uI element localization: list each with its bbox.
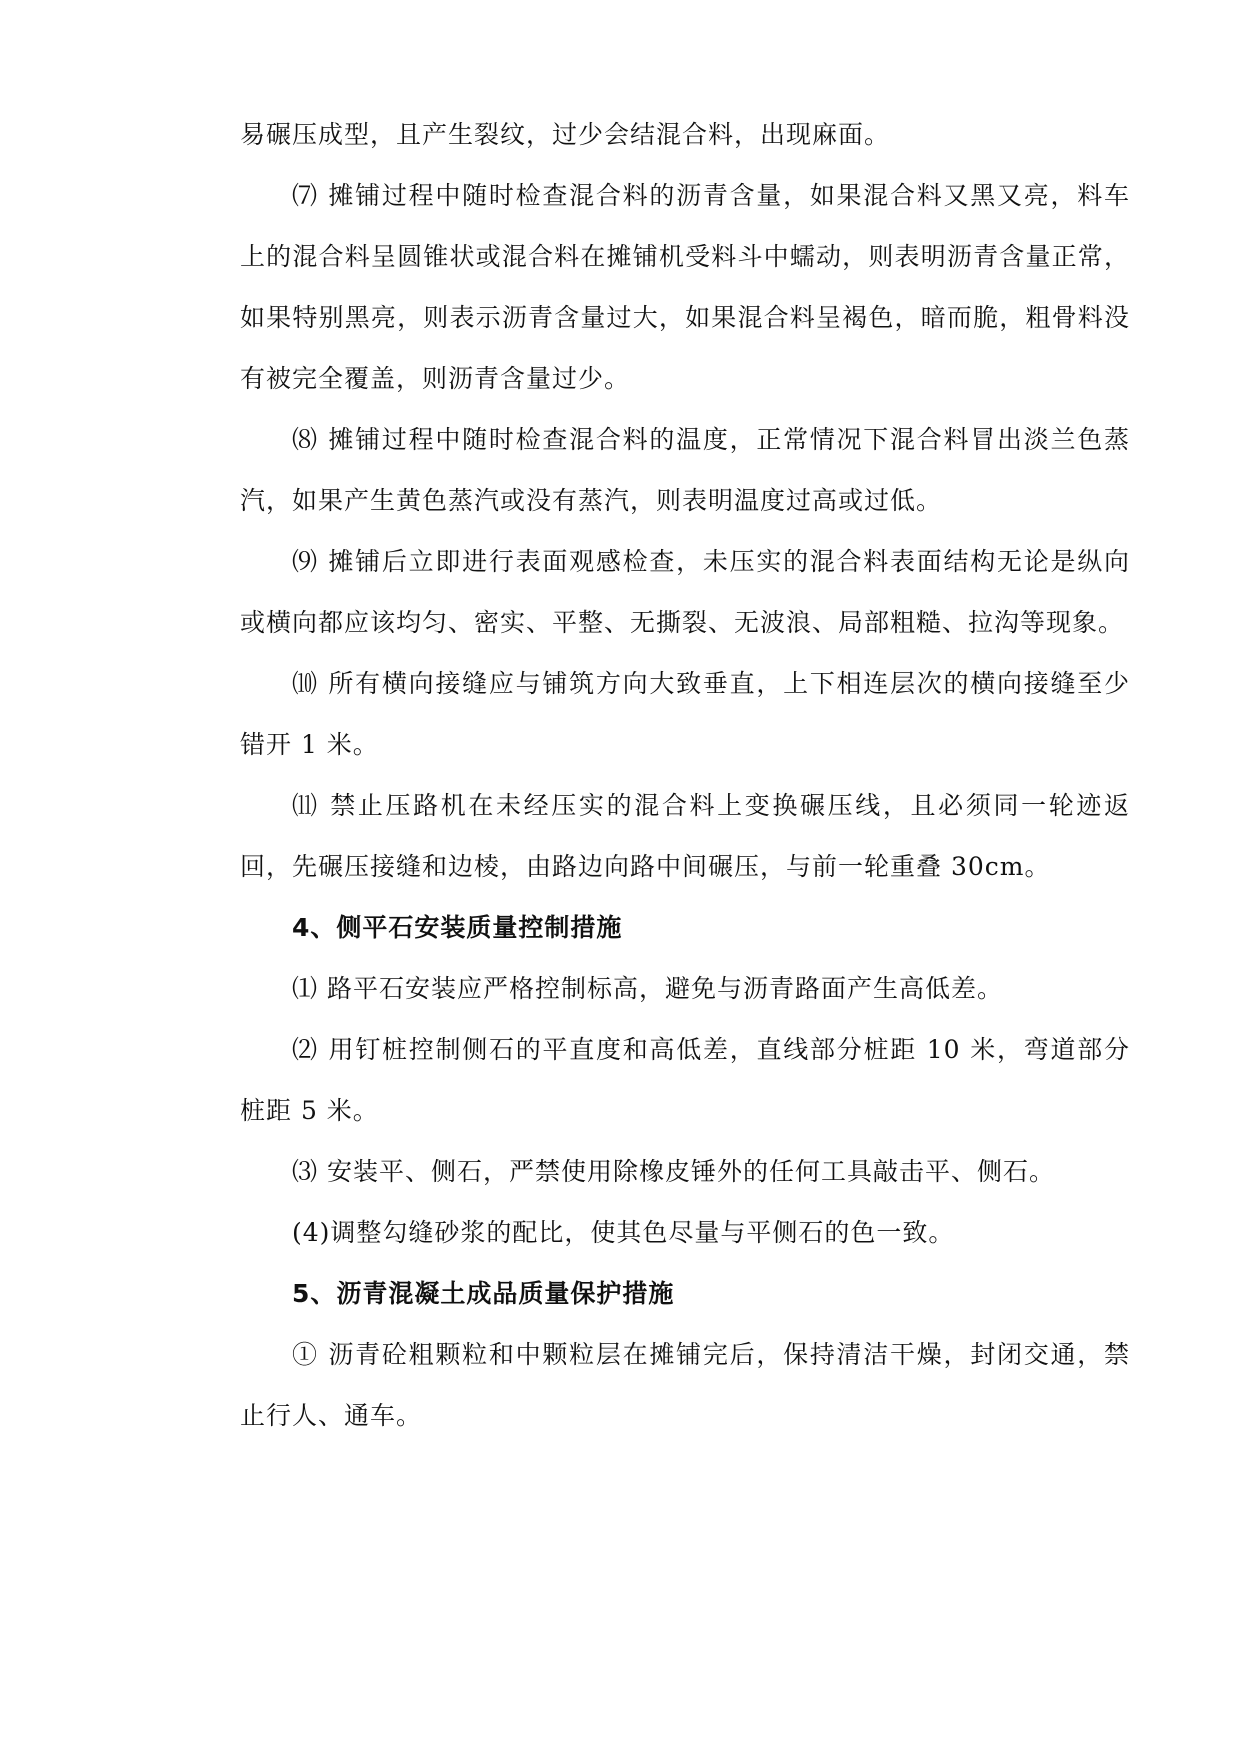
- paragraph-curb-4: (4)调整勾缝砂浆的配比，使其色尽量与平侧石的色一致。: [292, 1218, 955, 1247]
- paragraph-item-8: ⑻ 摊铺过程中随时检查混合料的温度，正常情况下混合料冒出淡兰色蒸汽，如果产生黄色蒸汽或没有蒸汽，则表明温度过高或过低。: [240, 425, 1130, 515]
- paragraph-item-7: ⑺ 摊铺过程中随时检查混合料的沥青含量，如果混合料又黑又亮，料车上的混合料呈圆锥状或混合料在摊铺机受料斗中蠕动，则表明沥青含量正常，如果特别黑亮，则表示沥青含量过大，如果混合料呈褐色，暗而脆，粗骨料没有被完全覆盖，则沥青含量过少。: [240, 181, 1130, 393]
- document-body: [240, 104, 1130, 1446]
- paragraph-item-9: ⑼ 摊铺后立即进行表面观感检查，未压实的混合料表面结构无论是纵向或横向都应该均匀、密实、平整、无撕裂、无波浪、局部粗糙、拉沟等现象。: [240, 547, 1130, 637]
- paragraph-curb-1: ⑴ 路平石安装应严格控制标高，避免与沥青路面产生高低差。: [292, 974, 1003, 1003]
- section-heading-5: 5、沥青混凝土成品质量保护措施: [292, 1279, 675, 1308]
- paragraph-protection-1: ① 沥青砼粗颗粒和中颗粒层在摊铺完后，保持清洁干燥，封闭交通，禁止行人、通车。: [240, 1340, 1130, 1430]
- paragraph-curb-3: ⑶ 安装平、侧石，严禁使用除橡皮锤外的任何工具敲击平、侧石。: [292, 1157, 1055, 1186]
- section-heading-4: 4、侧平石安装质量控制措施: [292, 913, 623, 942]
- paragraph-item-11: ⑾ 禁止压路机在未经压实的混合料上变换碾压线，且必须同一轮迹返回，先碾压接缝和边棱，由路边向路中间碾压，与前一轮重叠 30cm。: [240, 791, 1130, 881]
- paragraph-item-10: ⑽ 所有横向接缝应与铺筑方向大致垂直，上下相连层次的横向接缝至少错开 1 米。: [240, 669, 1130, 759]
- paragraph-continuation: 易碾压成型，且产生裂纹，过少会结混合料，出现麻面。: [240, 120, 891, 149]
- paragraph-curb-2: ⑵ 用钉桩控制侧石的平直度和高低差，直线部分桩距 10 米，弯道部分桩距 5 米。: [240, 1035, 1130, 1125]
